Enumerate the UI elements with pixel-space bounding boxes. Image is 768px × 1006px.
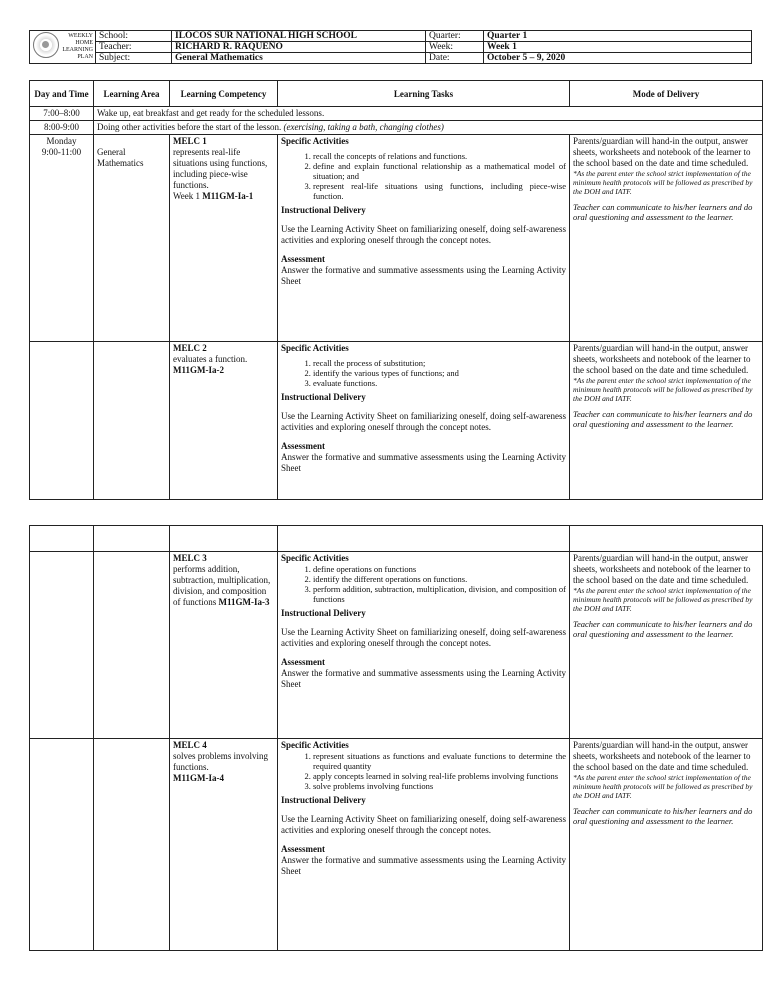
school-value: ILOCOS SUR NATIONAL HIGH SCHOOL	[172, 31, 426, 42]
schedule-row	[30, 121, 763, 135]
col-learning-competency: Learning Competency	[170, 81, 278, 107]
competency-cell: MELC 3 performs addition, subtraction, multiplication, division, and composition of functions M11GM-Ia-3	[170, 552, 278, 739]
quarter-label: Quarter:	[426, 31, 484, 42]
learning-plan-table	[29, 80, 763, 500]
activity-list: 1. define operations on functions 2. identify the different operations on functions. 3. perform addition, subtraction, multiplication, division, and composition of functions	[281, 564, 566, 604]
melc-row	[30, 552, 763, 739]
melc-row	[30, 135, 763, 342]
week-value: Week 1	[484, 42, 752, 53]
schedule-text: Doing other activities before the start of the lesson. (exercising, taking a bath, changing clothes)	[94, 121, 763, 135]
melc-row	[30, 342, 763, 500]
competency-cell: MELC 1 represents real-life situations using functions, including piece-wise functions. Week 1 M11GM-Ia-1	[170, 135, 278, 342]
competency-cell: MELC 4 solves problems involving functions. M11GM-Ia-4	[170, 739, 278, 951]
mode-of-delivery-cell: Parents/guardian will hand-in the output, answer sheets, worksheets and notebook of the learner to the school based on the date and time scheduled. *As the parent enter the school strict implementation of the minimum health protocols will be followed as prescribed by the DOH and IATF. Teacher can communicate to his/her learners and do oral questioning and assessment to the learner.	[570, 342, 763, 500]
quarter-value: Quarter 1	[484, 31, 752, 42]
column-header-row	[30, 81, 763, 107]
schedule-text: Wake up, eat breakfast and get ready for the scheduled lessons.	[94, 107, 763, 121]
mode-of-delivery-cell: Parents/guardian will hand-in the output, answer sheets, worksheets and notebook of the learner to the school based on the date and time scheduled. *As the parent enter the school strict implementation of the minimum health protocols will be followed as prescribed by the DOH and IATF. Teacher can communicate to his/her learners and do oral questioning and assessment to the learner.	[570, 739, 763, 951]
learning-area-cell: General Mathematics	[94, 135, 170, 342]
col-day-time: Day and Time	[30, 81, 94, 107]
empty-header-row	[30, 526, 763, 552]
activity-list: 1. recall the process of substitution; 2. identify the various types of functions; and 3. evaluate functions.	[281, 358, 566, 388]
competency-cell: MELC 2 evaluates a function. M11GM-Ia-2	[170, 342, 278, 500]
subject-label: Subject:	[96, 53, 172, 64]
date-value: October 5 – 9, 2020	[484, 53, 752, 64]
learning-tasks-cell: Specific Activities 1. recall the concepts of relations and functions. 2. define and explain functional relationship as a mathematical model of situation; and 3. represent real-life situations using functions, including piece-wise function. Instructional Delivery Use the Learning Activity Sheet on familiarizing oneself, doing self-awareness activities and exploring oneself through the concept notes. Assessment Answer the formative and summative assessments using the Learning Activity Sheet	[278, 135, 570, 342]
learning-plan-table-continued	[29, 525, 763, 951]
teacher-value: RICHARD R. RAQUEÑO	[172, 42, 426, 53]
learning-tasks-cell: Specific Activities 1. recall the process of substitution; 2. identify the various types of functions; and 3. evaluate functions. Instructional Delivery Use the Learning Activity Sheet on familiarizing oneself, doing self-awareness activities and exploring oneself through the concept notes. Assessment Answer the formative and summative assessments using the Learning Activity Sheet	[278, 342, 570, 500]
schedule-row	[30, 107, 763, 121]
melc-row	[30, 739, 763, 951]
header-table	[29, 30, 752, 64]
schedule-time: 8:00-9:00	[30, 121, 94, 135]
subject-value: General Mathematics	[172, 53, 426, 64]
schedule-time: 7:00–8:00	[30, 107, 94, 121]
teacher-label: Teacher:	[96, 42, 172, 53]
school-label: School:	[96, 31, 172, 42]
date-label: Date:	[426, 53, 484, 64]
col-mode-of-delivery: Mode of Delivery	[570, 81, 763, 107]
mode-of-delivery-cell: Parents/guardian will hand-in the output, answer sheets, worksheets and notebook of the learner to the school based on the date and time scheduled. *As the parent enter the school strict implementation of the minimum health protocols will be followed as prescribed by the DOH and IATF. Teacher can communicate to his/her learners and do oral questioning and assessment to the learner.	[570, 135, 763, 342]
activity-list: 1. represent situations as functions and evaluate functions to determine the required quantity 2. apply concepts learned in solving real-life problems involving functions 3. solve problems involving functions	[281, 751, 566, 791]
day-cell: Monday 9:00-11:00	[30, 135, 94, 342]
week-label: Week:	[426, 42, 484, 53]
learning-tasks-cell: Specific Activities 1. represent situations as functions and evaluate functions to determine the required quantity 2. apply concepts learned in solving real-life problems involving functions 3. solve problems involving functions Instructional Delivery Use the Learning Activity Sheet on familiarizing oneself, doing self-awareness activities and exploring oneself through the concept notes. Assessment Answer the formative and summative assessments using the Learning Activity Sheet	[278, 739, 570, 951]
mode-of-delivery-cell: Parents/guardian will hand-in the output, answer sheets, worksheets and notebook of the learner to the school based on the date and time scheduled. *As the parent enter the school strict implementation of the minimum health protocols will be followed as prescribed by the DOH and IATF. Teacher can communicate to his/her learners and do oral questioning and assessment to the learner.	[570, 552, 763, 739]
col-learning-tasks: Learning Tasks	[278, 81, 570, 107]
activity-list: 1. recall the concepts of relations and functions. 2. define and explain functional relationship as a mathematical model of situation; and 3. represent real-life situations using functions, including piece-wise function.	[281, 151, 566, 201]
weekly-home-learning-plan-label: WEEKLY HOME LEARNING PLAN	[62, 33, 93, 60]
logo-cell	[30, 31, 96, 64]
col-learning-area: Learning Area	[94, 81, 170, 107]
learning-tasks-cell: Specific Activities 1. define operations on functions 2. identify the different operations on functions. 3. perform addition, subtraction, multiplication, division, and composition of functions Instructional Delivery Use the Learning Activity Sheet on familiarizing oneself, doing self-awareness activities and exploring oneself through the concept notes. Assessment Answer the formative and summative assessments using the Learning Activity Sheet	[278, 552, 570, 739]
